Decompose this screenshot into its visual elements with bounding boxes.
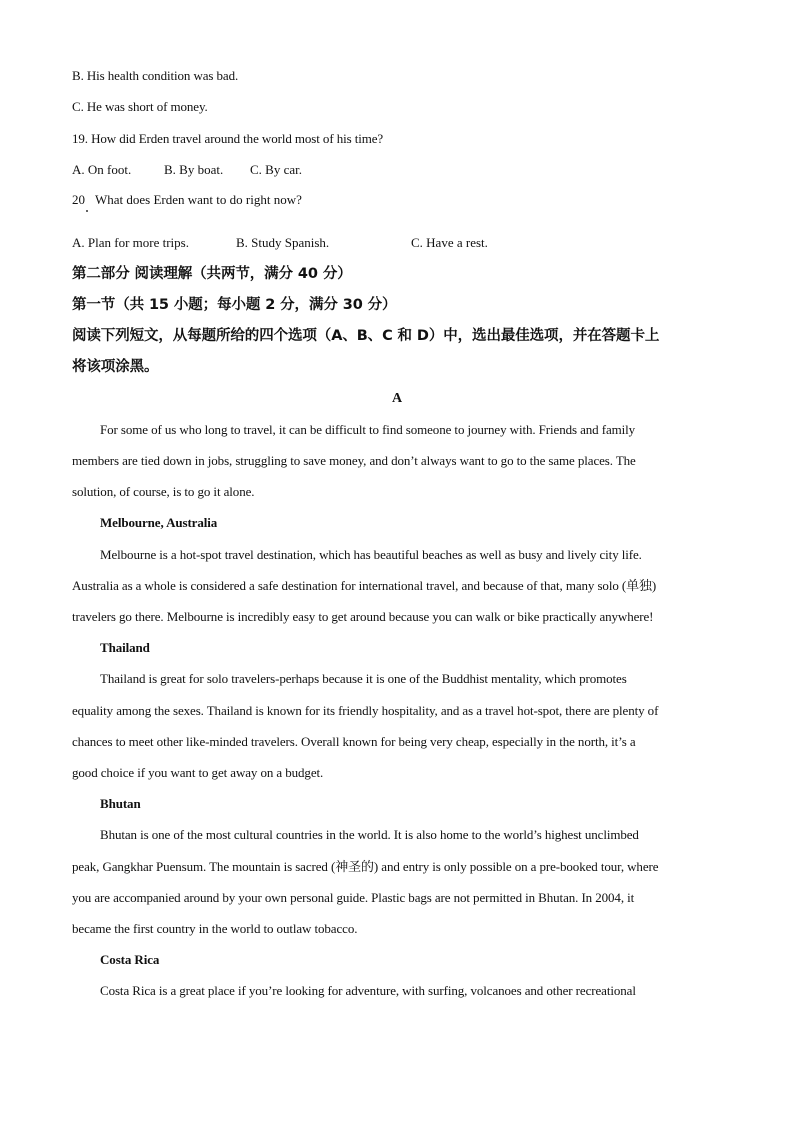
costa-rica-heading: Costa Rica — [100, 952, 160, 967]
intro-line-1: For some of us who long to travel, it can be difficult to find someone to journey with. Friends and family — [100, 422, 636, 437]
bhutan-line-3: you are accompanied around by your own personal guide. Plastic bags are not permitted in Bhutan. In 2004, it — [72, 890, 635, 905]
melbourne-line-2: Australia as a whole is considered a safe destination for international travel, and because of that, many solo (单独) — [72, 578, 657, 593]
q20-option-b: B. Study Spanish. — [236, 235, 330, 250]
q19-option-c: C. By car. — [250, 162, 302, 177]
costa-rica-line-1: Costa Rica is a great place if you’re looking for adventure, with surfing, volcanoes and other recreational — [100, 983, 636, 998]
bhutan-line-1: Bhutan is one of the most cultural countries in the world. It is also home to the world’s highest unclimbed — [100, 827, 639, 842]
melbourne-line-3: travelers go there. Melbourne is incredibly easy to get around because you can walk or bike practically anywhere! — [72, 609, 654, 624]
q20-stem: What does Erden want to do right now? — [95, 192, 302, 207]
q20-dot-mark — [86, 210, 88, 212]
melbourne-line-1: Melbourne is a hot-spot travel destination, which has beautiful beaches as well as busy and lively city life. — [100, 547, 642, 562]
intro-line-2: members are tied down in jobs, struggling to save money, and don’t always want to go to the same places. The — [72, 453, 636, 468]
bhutan-line-2: peak, Gangkhar Puensum. The mountain is sacred (神圣的) and entry is only possible on a pre-booked tour, where — [72, 859, 659, 874]
passage-label: A — [391, 391, 402, 406]
subsection-heading: 第一节（共 15 小题；每小题 2 分，满分 30 分） — [72, 297, 397, 313]
bhutan-line-4: became the first country in the world to outlaw tobacco. — [72, 921, 358, 936]
melbourne-heading: Melbourne, Australia — [100, 515, 218, 530]
q19-option-b: B. By boat. — [164, 162, 224, 177]
q20-number: 20 — [72, 192, 85, 207]
instruction-line-2: 将该项涂黑。 — [72, 359, 159, 375]
q20-option-c: C. Have a rest. — [411, 235, 488, 250]
bhutan-heading: Bhutan — [100, 796, 141, 811]
thailand-line-3: chances to meet other like-minded travelers. Overall known for being very cheap, especially in the north, it’s a — [72, 734, 636, 749]
q18-option-c: C. He was short of money. — [72, 99, 208, 114]
thailand-line-1: Thailand is great for solo travelers-perhaps because it is one of the Buddhist mentality, which promotes — [100, 671, 627, 686]
q19-stem: 19. How did Erden travel around the world most of his time? — [72, 131, 384, 146]
q20-option-a: A. Plan for more trips. — [72, 235, 189, 250]
q19-option-a: A. On foot. — [72, 162, 132, 177]
q18-option-b: B. His health condition was bad. — [72, 68, 239, 83]
intro-line-3: solution, of course, is to go it alone. — [72, 484, 255, 499]
thailand-line-4: good choice if you want to get away on a budget. — [72, 765, 324, 780]
part-heading: 第二部分 阅读理解（共两节，满分 40 分） — [72, 266, 352, 282]
instruction-line-1: 阅读下列短文，从每题所给的四个选项（A、B、C 和 D）中，选出最佳选项，并在答题卡上 — [72, 328, 660, 344]
thailand-line-2: equality among the sexes. Thailand is known for its friendly hospitality, and as a travel hot-spot, there are plenty of — [72, 703, 659, 718]
thailand-heading: Thailand — [100, 640, 150, 655]
